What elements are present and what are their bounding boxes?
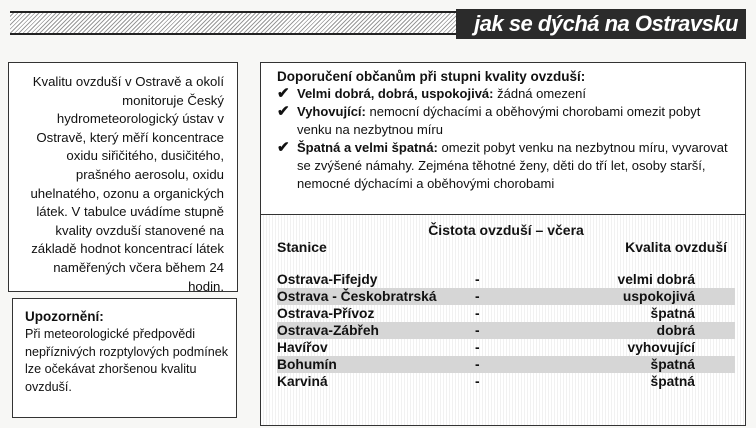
table-row: [277, 339, 735, 356]
recommendation-label: Vyhovující:: [297, 104, 366, 119]
intro-box: [8, 62, 238, 292]
table-header: [277, 239, 735, 255]
column-header-station: Stanice: [277, 239, 327, 255]
check-icon: ✔: [277, 85, 290, 102]
table-body: [277, 271, 735, 390]
check-icon: ✔: [277, 139, 290, 156]
column-header-quality: Kvalita ovzduší: [625, 239, 727, 255]
table-title: Čistota ovzduší – včera: [428, 222, 584, 238]
table-row: [277, 322, 735, 339]
station-name: Ostrava-Zábřeh: [277, 323, 379, 338]
header-rule: [10, 11, 456, 35]
recommendation-label: Špatná a velmi špatná:: [297, 140, 438, 155]
row-dash: -: [475, 272, 480, 287]
quality-value: uspokojivá: [622, 289, 695, 304]
check-icon: ✔: [277, 103, 290, 120]
intro-text: Kvalitu ovzduší v Ostravě a okolí monitoruje Český hydrometeorologický ústav v Ostravě, který měří koncentrace oxidu siřičitého, dusičitého, prašného aerosolu, oxidu uhelnatého, ozonu a organických látek. V tabulce uvádíme stupně kvality ovzduší stanovené na základě hodnot koncentrací látek naměřených včera během 24 hodin.: [30, 74, 224, 294]
warning-title: Upozornění:: [25, 309, 104, 324]
row-dash: -: [475, 340, 480, 355]
recommendation-text: nemocní dýchacími a oběhovými chorobami omezit pobyt venku na nezbytnou míru: [297, 104, 701, 137]
quality-value: dobrá: [656, 323, 695, 338]
quality-value: velmi dobrá: [617, 272, 695, 287]
quality-value: špatná: [650, 357, 695, 372]
station-name: Ostrava - Českobratrská: [277, 289, 437, 304]
warning-text: Při meteorologické předpovědi nepříznivých rozptylových podmínek lze očekávat zhoršenou kvalitu ovzduší.: [25, 327, 228, 394]
recommendations-section: [261, 63, 745, 215]
air-quality-table: [261, 215, 745, 425]
quality-value: špatná: [650, 306, 695, 321]
station-name: Ostrava-Fifejdy: [277, 272, 378, 287]
table-row: [277, 305, 735, 322]
recommendation-item: [277, 103, 735, 139]
warning-box: [12, 298, 237, 418]
row-dash: -: [475, 374, 480, 389]
station-name: Ostrava-Přívoz: [277, 306, 375, 321]
page-title: jak se dýchá na Ostravsku: [456, 9, 746, 39]
table-row: [277, 288, 735, 305]
table-row: [277, 356, 735, 373]
recommendations-title: Doporučení občanům při stupni kvality ovzduší:: [277, 69, 586, 84]
info-panel: [260, 62, 746, 426]
table-row: [277, 271, 735, 288]
row-dash: -: [475, 323, 480, 338]
quality-value: vyhovující: [627, 340, 695, 355]
quality-value: špatná: [650, 374, 695, 389]
row-dash: -: [475, 289, 480, 304]
recommendation-text: omezit pobyt venku na nezbytnou míru, vyvarovat se zvýšené námahy. Zejména těhotné ženy, děti do tří let, osoby starší, nemocné dýchacími a oběhovými chorobami: [297, 140, 728, 191]
station-name: Bohumín: [277, 357, 337, 372]
recommendation-label: Velmi dobrá, dobrá, uspokojivá:: [297, 86, 494, 101]
recommendation-item: [277, 139, 735, 193]
station-name: Karviná: [277, 374, 328, 389]
recommendation-item: [277, 85, 735, 103]
recommendation-text: žádná omezení: [493, 86, 587, 101]
station-name: Havířov: [277, 340, 328, 355]
row-dash: -: [475, 306, 480, 321]
row-dash: -: [475, 357, 480, 372]
table-row: [277, 373, 735, 390]
